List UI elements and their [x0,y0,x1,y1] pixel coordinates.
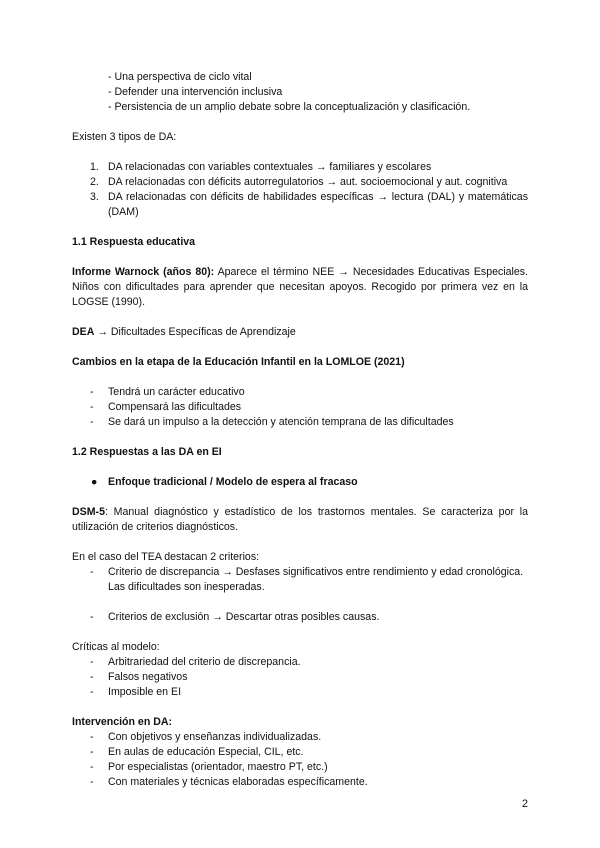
section-heading: 1.1 Respuesta educativa [72,236,196,248]
list-item: - Imposible en EI [90,686,182,698]
list-item: - Con materiales y técnicas elaboradas específicamente. [90,776,368,788]
list-item: - Con objetivos y enseñanzas individualizadas. [90,731,322,743]
list-item: - Defender una intervención inclusiva [108,86,283,98]
list-item: 2. DA relacionadas con déficits autorregulatorios → aut. socioemocional y aut. cognitiva [90,176,508,188]
page-number: 2 [521,798,528,810]
list-item: 1. DA relacionadas con variables contextuales → familiares y escolares [90,161,432,173]
dea-paragraph: DEA → Dificultades Específicas de Aprendizaje [72,326,296,338]
section-heading: 1.2 Respuestas a las DA en EI [72,446,222,458]
list-item: - Criterio de discrepancia → Desfases significativos entre rendimiento y edad cronológica. Las dificultades son inesperadas. [90,566,524,593]
list-item: - Tendrá un carácter educativo [90,386,245,398]
list-item: - Arbitrariedad del criterio de discrepancia. [90,656,301,668]
dsm-paragraph: DSM-5: Manual diagnóstico y estadístico de los trastornos mentales. Se caracteriza por la utilización de criterios diagnósticos. [72,506,528,533]
list-item: - Se dará un impulso a la detección y atención temprana de las dificultades [90,416,454,428]
lomloe-heading: Cambios en la etapa de la Educación Infantil en la LOMLOE (2021) [72,356,405,368]
intervencion-list [72,730,528,790]
criticas-list [72,655,528,700]
list-item: 3. DA relacionadas con déficits de habilidades específicas → lectura (DAL) y matemáticas (DAM) [90,191,528,218]
list-item: - Compensará las dificultades [90,401,242,413]
list-item: - Por especialistas (orientador, maestro PT, etc.) [90,761,328,773]
warnock-paragraph: Informe Warnock (años 80): Aparece el término NEE → Necesidades Educativas Especiales. Niños con dificultades para aprender que necesitan apoyos. Recogido por primera vez en la LOGSE (1990). [72,266,529,308]
bullet-heading: ● Enfoque tradicional / Modelo de espera al fracaso [91,476,358,488]
list-item: - En aulas de educación Especial, CIL, etc. [90,746,304,758]
tipos-list [72,160,528,220]
intro-list [108,70,528,115]
criterios-list [72,565,528,625]
list-item: - Una perspectiva de ciclo vital [108,71,252,83]
lomloe-list [72,385,528,430]
criticas-intro: Críticas al modelo: [72,641,160,653]
tipos-intro: Existen 3 tipos de DA: [72,131,177,143]
document-page [72,70,528,790]
list-item: - Persistencia de un amplio debate sobre la conceptualización y clasificación. [108,101,471,113]
list-item: - Falsos negativos [90,671,188,683]
intervencion-heading: Intervención en DA: [72,716,173,728]
tea-intro: En el caso del TEA destacan 2 criterios: [72,551,260,563]
list-item: - Criterios de exclusión → Descartar otras posibles causas. [90,611,380,623]
